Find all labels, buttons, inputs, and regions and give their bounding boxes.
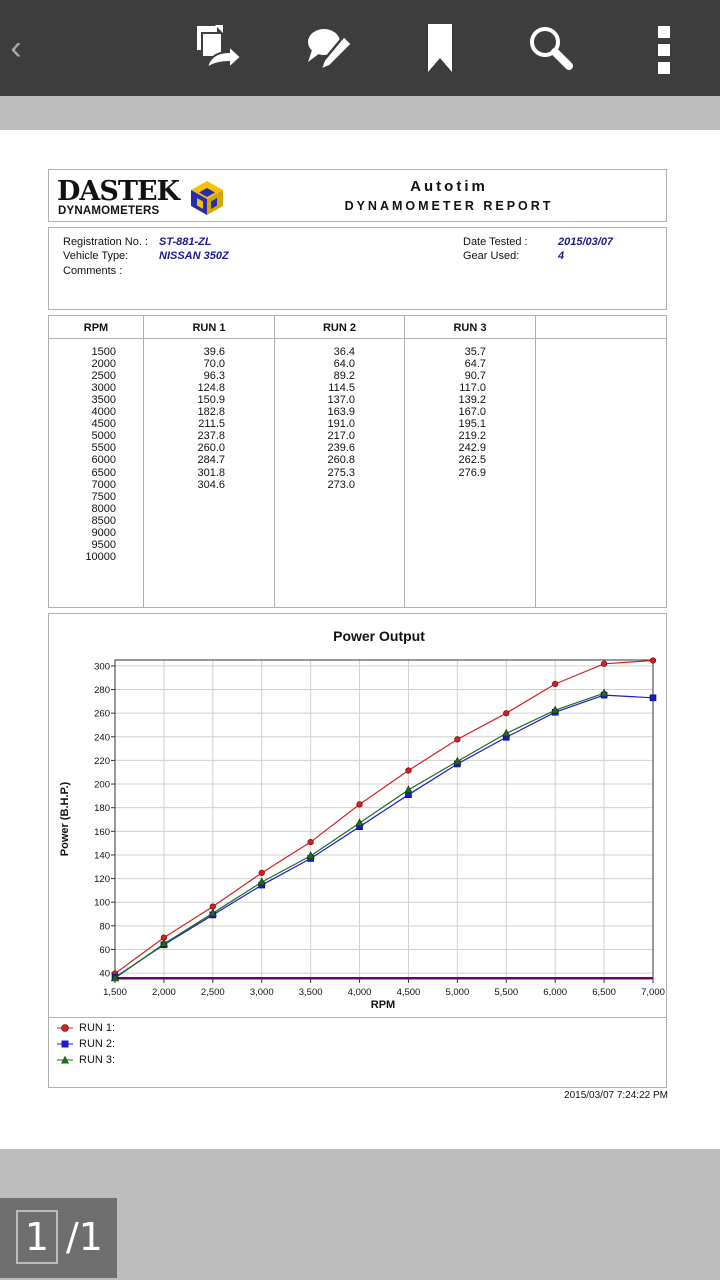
y-tick-label: 280 [94, 685, 110, 697]
y-tick-label: 180 [94, 803, 110, 815]
page-indicator[interactable] [0, 1198, 117, 1278]
rpm-cell: 2000 [91, 358, 116, 371]
x-tick-label: 3,000 [249, 987, 274, 998]
current-page[interactable]: 1 [16, 1210, 58, 1264]
legend-label: RUN 3: [79, 1054, 116, 1066]
y-tick-label: 40 [99, 968, 110, 980]
registration-value: ST-881-ZL [159, 236, 212, 248]
bookmark-icon[interactable] [405, 18, 475, 78]
legend-marker-run2 [57, 1037, 73, 1051]
legend-marker-run3 [57, 1053, 73, 1067]
legend-marker-run1 [57, 1021, 73, 1035]
y-tick-label: 120 [94, 874, 110, 886]
run1-cell: 237.8 [197, 430, 225, 443]
x-tick-label: 2,500 [200, 987, 225, 998]
power-chart-panel [48, 613, 667, 1088]
column-header-rpm: RPM [83, 322, 109, 334]
data-point-run1 [357, 802, 363, 808]
data-point-run1 [406, 768, 412, 774]
gear-value: 4 [558, 250, 565, 262]
run2-cell: 114.5 [328, 382, 355, 395]
run2-cell: 239.6 [327, 442, 355, 455]
run2-cell: 191.0 [327, 418, 355, 431]
column-divider [404, 316, 405, 607]
x-tick-label: 6,500 [592, 987, 616, 998]
y-tick-label: 100 [94, 897, 110, 909]
x-tick-label: 4,500 [396, 987, 421, 998]
run1-cell: 96.3 [203, 370, 225, 383]
run3-cell: 64.7 [464, 358, 486, 371]
y-axis-label: Power (B.H.P.) [59, 781, 71, 857]
x-tick-label: 6,000 [543, 987, 568, 998]
data-point-run3 [405, 786, 412, 793]
x-tick-label: 3,500 [298, 987, 323, 998]
power-chart [49, 614, 666, 1017]
annotate-icon[interactable] [293, 18, 363, 78]
data-point-run2 [650, 695, 656, 701]
run2-cell: 273.0 [327, 478, 355, 491]
registration-label: Registration No. : [63, 236, 148, 248]
logo-cube-icon [189, 180, 225, 216]
x-tick-label: 5,500 [494, 987, 519, 998]
rpm-cell: 8500 [91, 514, 116, 527]
run2-cell: 89.2 [333, 370, 355, 383]
run3-cell: 242.9 [458, 442, 486, 455]
back-button[interactable]: ‹ [10, 29, 22, 67]
vehicle-label: Vehicle Type: [63, 250, 129, 262]
run1-cell: 70.0 [203, 358, 225, 371]
run2-cell: 64.0 [333, 358, 355, 371]
x-tick-label: 7,000 [641, 987, 665, 998]
rpm-cell: 1500 [91, 346, 116, 358]
legend-label: RUN 1: [79, 1022, 116, 1034]
run2-cell: 260.8 [327, 454, 355, 467]
data-point-run1 [455, 737, 461, 743]
rpm-cell: 5000 [91, 430, 116, 443]
date-value: 2015/03/07 [558, 236, 614, 248]
rpm-cell: 4000 [91, 406, 116, 419]
total-pages: /1 [66, 1215, 103, 1259]
run1-cell: 211.5 [198, 418, 225, 431]
report-header [48, 169, 667, 222]
series-line-run2 [115, 695, 653, 977]
plot-frame [115, 660, 653, 979]
run1-cell: 182.8 [197, 406, 225, 419]
comments-label: Comments : [63, 265, 123, 277]
rpm-cell: 3500 [91, 394, 116, 407]
data-point-run1 [503, 710, 509, 716]
y-tick-label: 260 [94, 708, 110, 720]
x-tick-label: 1,500 [103, 987, 127, 998]
rpm-cell: 5500 [91, 442, 116, 455]
gear-label: Gear Used: [463, 250, 520, 262]
power-table [48, 315, 667, 608]
overflow-menu-icon[interactable] [629, 18, 699, 78]
rpm-cell: 7500 [91, 490, 116, 503]
rpm-cell: 2500 [91, 370, 116, 383]
run2-cell: 163.9 [327, 406, 355, 419]
legend-label: RUN 2: [79, 1038, 116, 1050]
data-point-run3 [356, 819, 363, 826]
run3-cell: 276.9 [458, 466, 486, 479]
rpm-cell: 7000 [91, 478, 116, 491]
column-header-run2: RUN 2 [322, 322, 356, 334]
data-point-run3 [258, 878, 265, 885]
run3-cell: 219.2 [458, 430, 486, 443]
y-tick-label: 240 [94, 732, 110, 744]
report-timestamp: 2015/03/07 7:24:22 PM [564, 1090, 668, 1101]
run2-cell: 36.4 [333, 346, 355, 358]
data-point-run1 [308, 839, 314, 845]
vehicle-value: NISSAN 350Z [159, 250, 229, 262]
legend-item-run1 [57, 1021, 115, 1035]
search-icon[interactable] [516, 18, 586, 78]
data-point-run1 [259, 870, 265, 876]
column-divider [535, 316, 536, 607]
column-divider [274, 316, 275, 607]
x-axis-label: RPM [370, 999, 396, 1011]
y-tick-label: 140 [94, 850, 110, 862]
rpm-cell: 10000 [85, 550, 116, 563]
run1-cell: 304.6 [197, 478, 225, 491]
y-tick-label: 300 [94, 661, 110, 673]
run2-cell: 217.0 [327, 430, 355, 443]
legend-item-run3 [57, 1053, 115, 1067]
date-label: Date Tested : [463, 236, 528, 248]
run3-cell: 195.1 [458, 418, 486, 431]
rpm-cell: 9500 [91, 538, 116, 551]
vehicle-info [48, 227, 667, 310]
rpm-cell: 8000 [91, 502, 116, 515]
y-tick-label: 220 [94, 755, 110, 767]
run1-cell: 150.9 [197, 394, 225, 407]
data-point-run1 [601, 661, 607, 667]
column-header-run3: RUN 3 [453, 322, 487, 334]
column-divider [143, 316, 144, 607]
x-tick-label: 2,000 [152, 987, 176, 998]
y-tick-label: 80 [99, 921, 110, 933]
rpm-cell: 3000 [91, 382, 116, 395]
x-tick-label: 4,000 [347, 987, 372, 998]
run3-cell: 117.0 [459, 382, 486, 395]
data-point-run1 [650, 658, 656, 664]
run1-cell: 260.0 [197, 442, 225, 455]
x-tick-label: 5,000 [445, 987, 470, 998]
run1-cell: 301.8 [197, 466, 225, 479]
run1-cell: 124.8 [197, 382, 225, 395]
page-gap [0, 96, 720, 130]
y-tick-label: 60 [99, 944, 110, 956]
rpm-cell: 6000 [91, 454, 116, 467]
run2-cell: 275.3 [327, 466, 355, 479]
run3-cell: 262.5 [458, 454, 486, 467]
run3-cell: 167.0 [458, 406, 486, 419]
run3-cell: 139.2 [458, 394, 486, 407]
top-toolbar [0, 0, 720, 96]
document-page [0, 130, 720, 1149]
logo-sub-text: DYNAMOMETERS [58, 205, 160, 217]
share-pages-icon[interactable] [180, 18, 250, 78]
run3-cell: 90.7 [464, 370, 486, 383]
company-name: Autotim [410, 178, 488, 195]
y-tick-label: 200 [94, 779, 110, 791]
run2-cell: 137.0 [327, 394, 355, 407]
run3-cell: 35.7 [464, 346, 486, 358]
legend-divider [49, 1017, 666, 1018]
run1-cell: 284.7 [197, 454, 225, 467]
rpm-cell: 9000 [91, 526, 116, 539]
header-divider [49, 338, 666, 339]
data-point-run1 [552, 681, 558, 687]
rpm-cell: 6500 [91, 466, 116, 479]
run1-cell: 39.6 [203, 346, 225, 358]
rpm-cell: 4500 [91, 418, 116, 431]
legend-item-run2 [57, 1037, 115, 1051]
y-tick-label: 160 [94, 826, 110, 838]
data-point-run1 [210, 904, 216, 910]
logo-main-text: DASTEK [57, 176, 179, 207]
dastek-logo [57, 176, 227, 216]
chart-title: Power Output [333, 628, 425, 644]
series-line-run1 [115, 660, 653, 973]
report-title: DYNAMOMETER REPORT [344, 199, 554, 213]
column-header-run1: RUN 1 [192, 322, 226, 334]
